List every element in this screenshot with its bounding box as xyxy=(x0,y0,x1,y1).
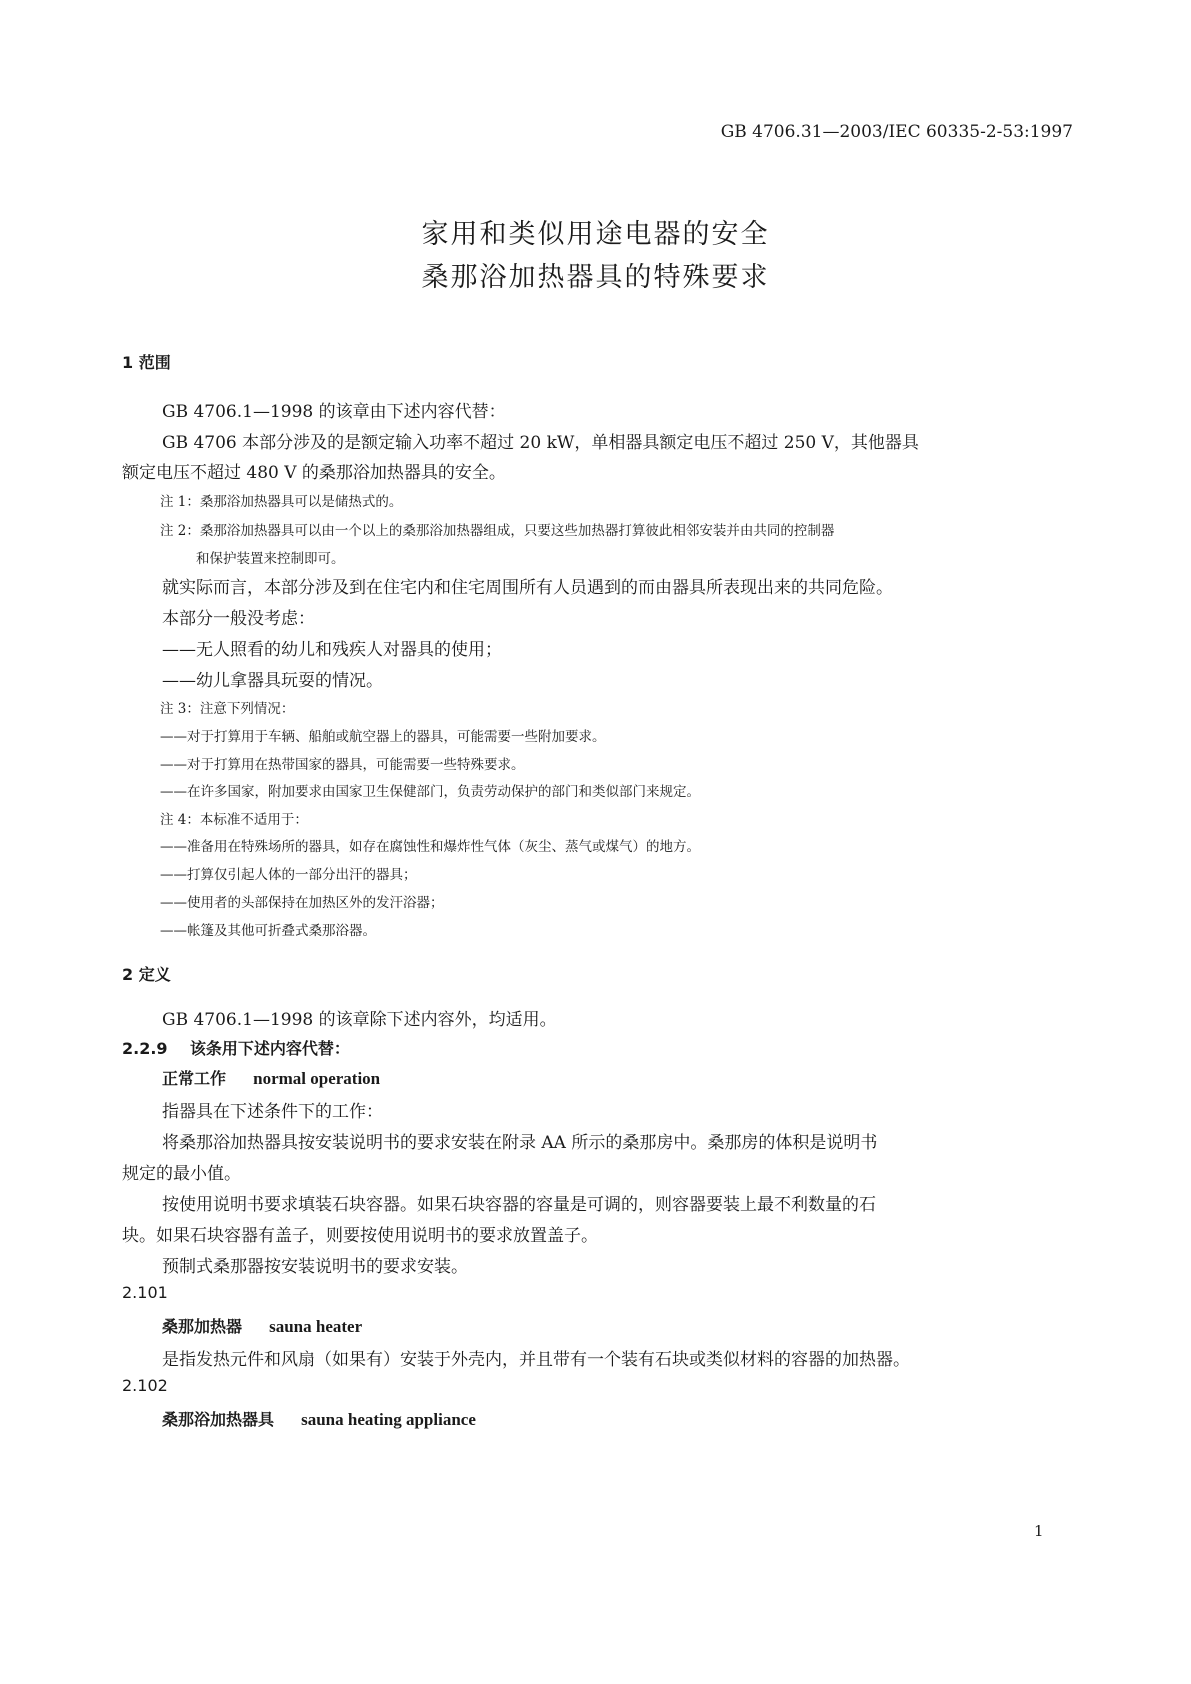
clause-2-102-number: 2.102 xyxy=(122,1376,168,1395)
note-3: 注 3：注意下列情况： xyxy=(160,701,295,717)
list-item: ——对于打算用于车辆、船舶或航空器上的器具，可能需要一些附加要求。 xyxy=(160,729,606,745)
clause-2-101-number: 2.101 xyxy=(122,1283,168,1302)
list-item: ——打算仅引起人体的一部分出汗的器具； xyxy=(160,867,417,883)
note-2: 注 2：桑那浴加热器具可以由一个以上的桑那浴加热器组成，只要这些加热器打算彼此相邻安装并由共同的控制器 xyxy=(160,523,835,539)
paragraph: 将桑那浴加热器具按安装说明书的要求安装在附录 AA 所示的桑那房中。桑那房的体积是说明书 xyxy=(162,1133,878,1153)
paragraph: 块。如果石块容器有盖子，则要按使用说明书的要求放置盖子。 xyxy=(122,1226,598,1246)
paragraph: 预制式桑那器按安装说明书的要求安装。 xyxy=(162,1257,468,1277)
note-1: 注 1：桑那浴加热器具可以是储热式的。 xyxy=(160,494,403,510)
page-number: 1 xyxy=(1034,1522,1044,1540)
term-en: sauna heater xyxy=(269,1317,363,1336)
term-en: sauna heating appliance xyxy=(301,1410,476,1429)
list-item: ——使用者的头部保持在加热区外的发汗浴器； xyxy=(160,895,444,911)
paragraph: 规定的最小值。 xyxy=(122,1164,241,1184)
term-zh: 桑那加热器 xyxy=(162,1317,243,1336)
paragraph: GB 4706 本部分涉及的是额定输入功率不超过 20 kW，单相器具额定电压不超过 250 V，其他器具 xyxy=(162,433,919,453)
clause-text: 该条用下述内容代替： xyxy=(189,1039,350,1058)
paragraph: GB 4706.1—1998 的该章除下述内容外，均适用。 xyxy=(162,1010,557,1030)
paragraph: GB 4706.1—1998 的该章由下述内容代替： xyxy=(162,402,506,422)
term-sauna-heating-appliance xyxy=(162,1407,476,1430)
list-item: ——准备用在特殊场所的器具，如存在腐蚀性和爆炸性气体（灰尘、蒸气或煤气）的地方。 xyxy=(160,839,700,855)
section-2-heading: 2 定义 xyxy=(122,965,171,984)
list-item: ——帐篷及其他可折叠式桑那浴器。 xyxy=(160,923,376,939)
note-2-cont: 和保护装置来控制即可。 xyxy=(196,551,345,567)
paragraph: 是指发热元件和风扇（如果有）安装于外壳内，并且带有一个装有石块或类似材料的容器的加热器。 xyxy=(162,1350,910,1370)
list-item: ——幼儿拿器具玩耍的情况。 xyxy=(162,671,383,691)
paragraph: 就实际而言，本部分涉及到在住宅内和住宅周围所有人员遇到的而由器具所表现出来的共同危险。 xyxy=(162,578,893,598)
title-line-1: 家用和类似用途电器的安全 xyxy=(421,219,770,250)
term-en: normal operation xyxy=(253,1069,381,1088)
term-zh: 桑那浴加热器具 xyxy=(162,1410,275,1429)
title-line-2: 桑那浴加热器具的特殊要求 xyxy=(421,262,770,293)
term-sauna-heater xyxy=(162,1314,362,1337)
clause-2-2-9-heading xyxy=(122,1036,350,1059)
section-1-heading: 1 范围 xyxy=(122,353,171,372)
term-zh: 正常工作 xyxy=(162,1069,227,1088)
note-4: 注 4：本标准不适用于： xyxy=(160,812,308,828)
paragraph: 额定电压不超过 480 V 的桑那浴加热器具的安全。 xyxy=(122,463,506,483)
clause-number: 2.2.9 xyxy=(122,1039,168,1058)
standard-id-header: GB 4706.31—2003/IEC 60335-2-53:1997 xyxy=(720,122,1073,142)
list-item: ——对于打算用在热带国家的器具，可能需要一些特殊要求。 xyxy=(160,757,525,773)
paragraph: 按使用说明书要求填装石块容器。如果石块容器的容量是可调的，则容器要装上最不利数量的石 xyxy=(162,1195,876,1215)
paragraph: 指器具在下述条件下的工作： xyxy=(162,1102,383,1122)
term-normal-operation xyxy=(162,1066,380,1089)
list-item: ——无人照看的幼儿和残疾人对器具的使用； xyxy=(162,640,502,660)
list-item: ——在许多国家，附加要求由国家卫生保健部门，负责劳动保护的部门和类似部门来规定。 xyxy=(160,784,700,800)
paragraph: 本部分一般没考虑： xyxy=(162,609,315,629)
